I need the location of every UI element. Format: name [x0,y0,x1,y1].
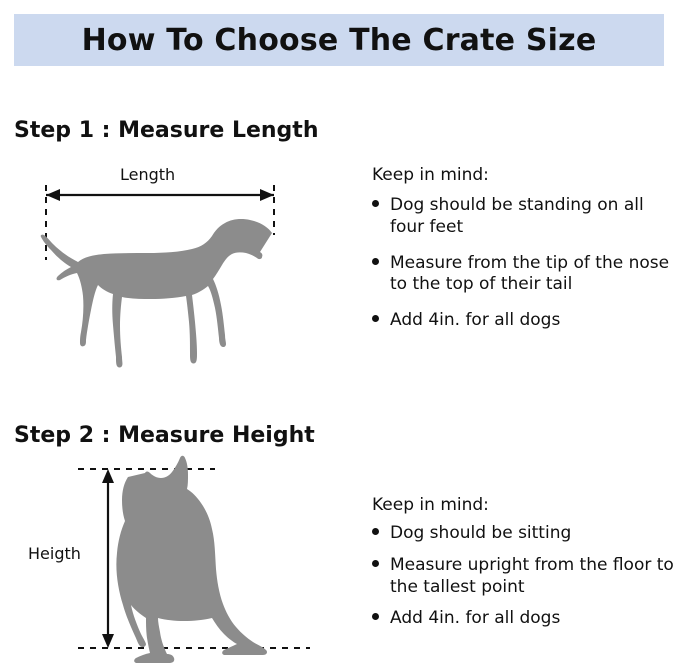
height-notes-title: Keep in mind: [372,495,489,515]
list-item [372,310,677,332]
height-dimension-label: Heigth [28,544,81,563]
length-dimension-label: Length [120,165,176,184]
bullet-icon [372,258,379,265]
title-banner [14,14,664,66]
list-item [372,555,677,599]
bullet-icon [372,315,379,322]
list-item-text: Dog should be standing on all four feet [390,195,644,237]
list-item-text: Measure upright from the floor to the tallest point [390,554,674,597]
length-notes-title: Keep in mind: [372,165,489,185]
bullet-icon [372,528,379,535]
dog-standing-silhouette [41,219,272,368]
list-item [372,523,677,545]
length-illustration [10,155,350,395]
bullet-icon [372,560,379,567]
height-notes [372,495,677,640]
length-notes-list [372,195,677,332]
height-notes-list [372,523,677,630]
list-item-text: Dog should be sitting [390,523,572,543]
height-illustration [10,455,350,665]
list-item [372,195,677,239]
list-item-text: Measure from the tip of the nose to the top of their tail [390,252,670,295]
list-item-text: Add 4in. for all dogs [390,310,561,330]
step-1-heading: Step 1 : Measure Length [14,118,319,143]
list-item-text: Add 4in. for all dogs [390,608,561,629]
page-title: How To Choose The Crate Size [81,22,597,58]
bullet-icon [372,613,379,620]
dog-sitting-silhouette [116,456,267,663]
length-notes [372,165,677,332]
step-2-heading: Step 2 : Measure Height [14,423,315,448]
list-item [372,608,677,630]
bullet-icon [372,200,379,207]
list-item [372,253,677,297]
